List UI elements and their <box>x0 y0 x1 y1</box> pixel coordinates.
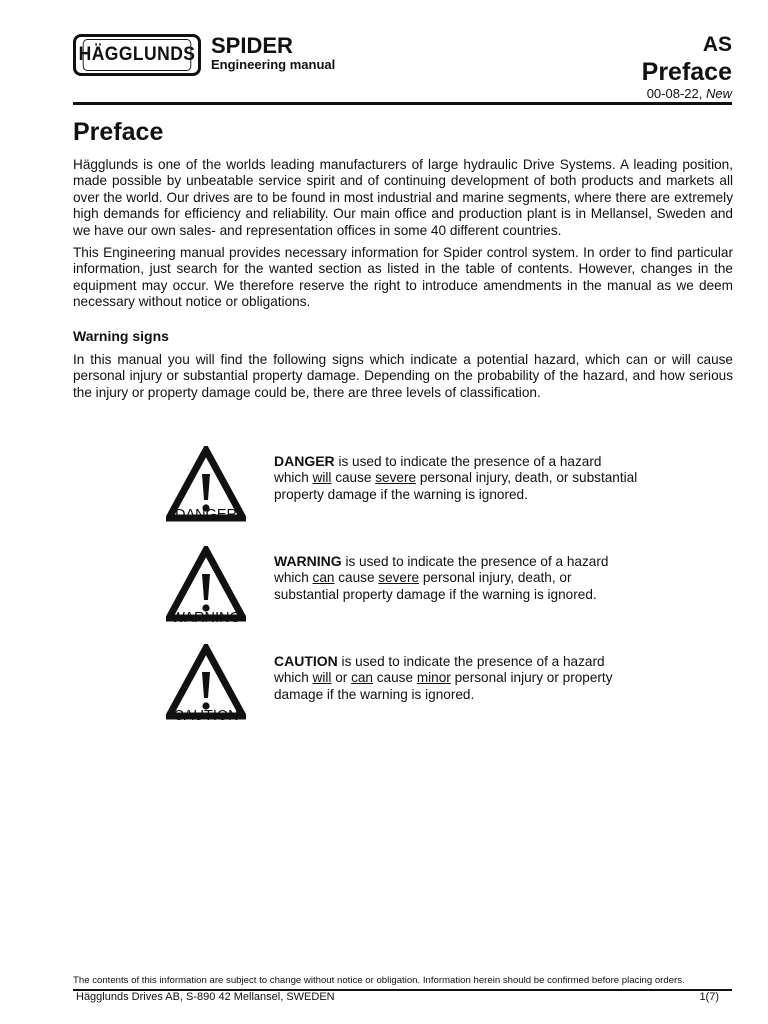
caution-keyword: CAUTION <box>274 653 338 669</box>
warning-emphasis-severe: severe <box>378 570 420 586</box>
document-type: Engineering manual <box>211 57 336 72</box>
warning-text: personal injury, death, or substantial property damage if the warning is ignored. <box>274 570 597 602</box>
section-name: Preface <box>641 58 732 86</box>
warning-intro-paragraph: In this manual you will find the following signs which indicate a potential hazard, which can or will cause personal injury or substantial property damage. Depending on the probability of the hazard, and how serious the injury or property damage could be, there are three levels of classification. <box>73 352 733 400</box>
document-status: New <box>705 86 732 101</box>
intro-paragraph: Hägglunds is one of the worlds leading manufacturers of large hydraulic Drive Systems. A leading position, made possible by unbeatable service spirit and of continuing development of both products and markets all over the world. Our drives are to be found in most industrial and marine segments, where there are extremely high demands for efficiency and reliability. Our main office and production plant is in Mellansel, Sweden and we have our own sales- and representation offices in some 40 different countries. <box>73 157 733 238</box>
danger-text: cause <box>331 470 376 486</box>
caution-text: personal injury or property damage if the warning is ignored. <box>274 670 613 702</box>
danger-keyword: DANGER <box>274 453 335 469</box>
warning-sign-label: WARNING <box>171 610 241 626</box>
footer-disclaimer: The contents of this information are subject to change without notice or obligation. Information herein should be confirmed before placing orders. <box>73 975 685 986</box>
product-name: SPIDER <box>211 33 293 58</box>
header-divider <box>73 102 732 105</box>
danger-emphasis-severe: severe <box>375 470 417 486</box>
manual-paragraph: This Engineering manual provides necessary information for Spider control system. In order to find particular information, just search for the wanted section as listed in the table of contents. However, changes in the equipment may occur. We therefore reserve the right to introduce amendments in the manual as we deem necessary without notice or obligations. <box>73 245 733 310</box>
page-number: 1(7) <box>699 991 719 1003</box>
section-code: AS <box>702 33 732 56</box>
warning-text: is used to indicate the presence of a hazard which <box>274 554 609 586</box>
logo-text: HÄGGLUNDS <box>83 39 192 71</box>
warning-signs-heading: Warning signs <box>73 328 169 344</box>
danger-emphasis-will: will <box>312 470 332 486</box>
document-date <box>647 86 732 101</box>
warning-text: cause <box>334 570 379 586</box>
warning-description <box>274 553 639 603</box>
caution-sign-label: CAUTION <box>173 708 239 724</box>
warning-keyword: WARNING <box>274 553 342 569</box>
date-value: 00-08-22, <box>646 86 703 101</box>
caution-description <box>274 653 639 703</box>
caution-emphasis-can: can <box>351 670 373 686</box>
caution-text: or <box>331 670 352 686</box>
danger-text: is used to indicate the presence of a hazard which <box>274 454 602 486</box>
warning-emphasis-can: can <box>312 570 335 586</box>
page-title: Preface <box>73 118 164 146</box>
danger-sign-label: DANGER <box>174 507 238 523</box>
danger-text: personal injury, death, or substantial property damage if the warning is ignored. <box>274 470 638 502</box>
caution-text: cause <box>372 670 417 686</box>
caution-text: is used to indicate the presence of a hazard which <box>274 654 605 686</box>
company-address: Hägglunds Drives AB, S-890 42 Mellansel, SWEDEN <box>76 991 335 1003</box>
danger-description <box>274 453 639 503</box>
company-logo <box>73 34 201 76</box>
caution-emphasis-minor: minor <box>416 670 451 686</box>
caution-emphasis-will: will <box>312 670 332 686</box>
